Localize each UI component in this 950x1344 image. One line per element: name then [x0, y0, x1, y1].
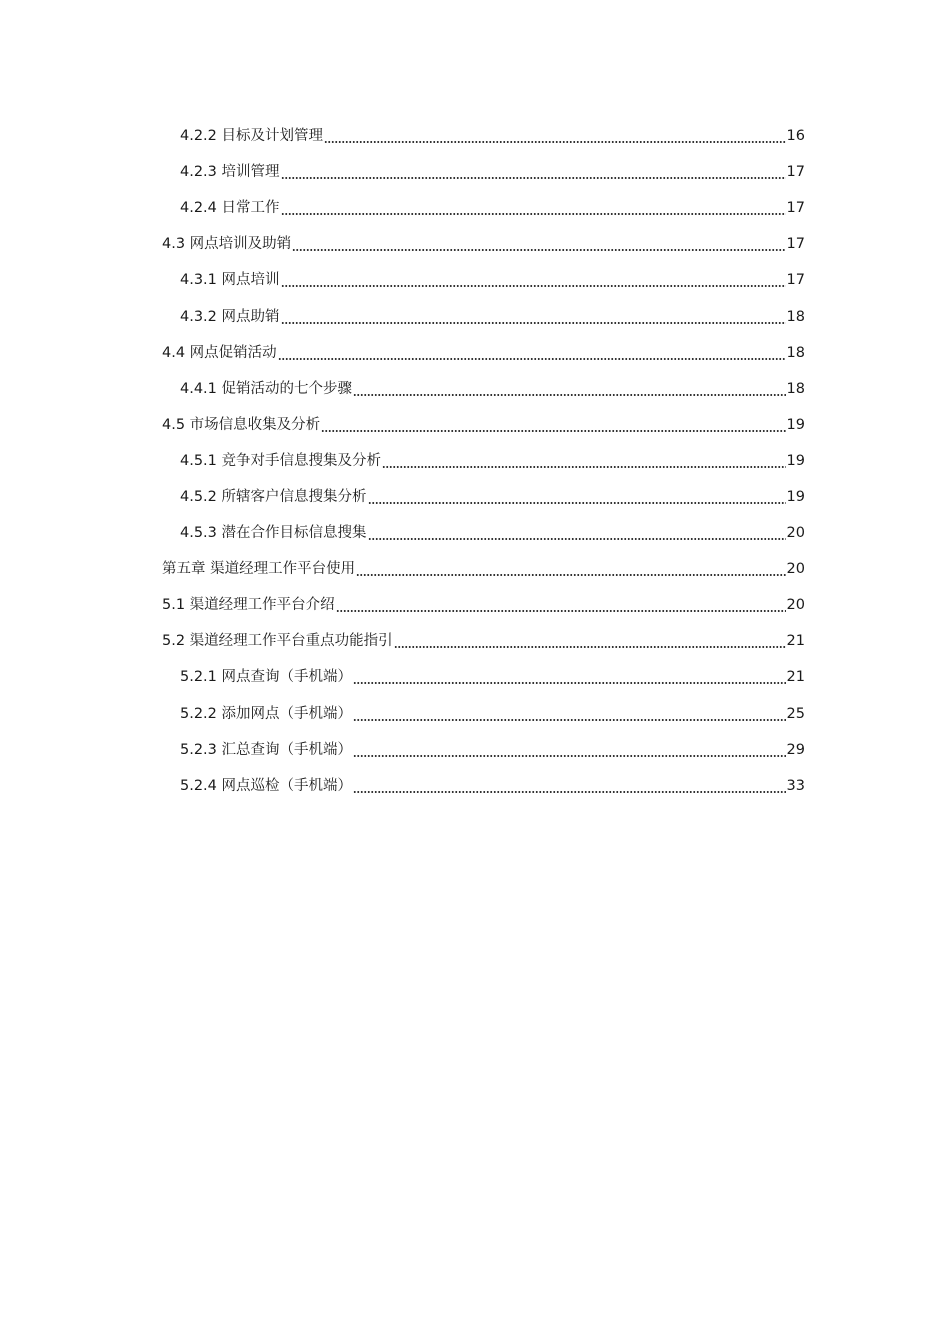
toc-page-number: 17 [786, 236, 805, 253]
toc-entry[interactable] [0, 190, 950, 226]
toc-page-number: 20 [786, 561, 805, 578]
toc-dot-leader [321, 430, 785, 432]
toc-dot-leader [281, 285, 786, 287]
toc-entry-title: 4.5 市场信息收集及分析 [162, 416, 321, 433]
toc-entry-title: 4.2.3 培训管理 [180, 164, 280, 181]
toc-entry-title: 4.4.1 促销活动的七个步骤 [180, 380, 353, 397]
toc-dot-leader [336, 610, 786, 612]
toc-dot-leader [324, 141, 786, 143]
toc-dot-leader [278, 358, 786, 360]
toc-entry-title: 4.3 网点培训及助销 [162, 236, 292, 253]
toc-entry[interactable] [0, 768, 950, 804]
toc-page-number: 19 [786, 488, 805, 505]
toc-page-number: 17 [786, 164, 805, 181]
toc-dot-leader [281, 213, 786, 215]
toc-page-number: 19 [786, 416, 805, 433]
toc-entry[interactable] [0, 407, 950, 443]
toc-entry-title: 4.4 网点促销活动 [162, 344, 277, 361]
toc-page-number: 16 [786, 128, 805, 145]
toc-page-number: 18 [786, 380, 805, 397]
toc-page-number: 25 [786, 705, 805, 722]
toc-dot-leader [353, 791, 786, 793]
toc-dot-leader [281, 177, 786, 179]
toc-entry[interactable] [0, 587, 950, 623]
toc-entry-title: 4.5.3 潜在合作目标信息搜集 [180, 525, 367, 542]
toc-page-number: 17 [786, 272, 805, 289]
toc-entry-title: 5.2.4 网点巡检（手机端） [180, 777, 353, 794]
toc-page-number: 17 [786, 200, 805, 217]
toc-entry[interactable] [0, 443, 950, 479]
toc-page-number: 21 [786, 669, 805, 686]
toc-dot-leader [356, 574, 785, 576]
toc-entry[interactable] [0, 371, 950, 407]
toc-entry-title: 第五章 渠道经理工作平台使用 [162, 561, 356, 578]
toc-entry[interactable] [0, 154, 950, 190]
toc-entry-title: 4.2.4 日常工作 [180, 200, 280, 217]
toc-entry-title: 5.2.2 添加网点（手机端） [180, 705, 353, 722]
toc-entry[interactable] [0, 479, 950, 515]
toc-page-number: 18 [786, 308, 805, 325]
toc-entry[interactable] [0, 118, 950, 154]
toc-dot-leader [292, 249, 785, 251]
toc-entry[interactable] [0, 551, 950, 587]
toc-entry-title: 5.2.1 网点查询（手机端） [180, 669, 353, 686]
toc-page-number: 21 [786, 633, 805, 650]
toc-dot-leader [353, 719, 786, 721]
toc-entry-title: 4.5.2 所辖客户信息搜集分析 [180, 488, 367, 505]
toc-dot-leader [394, 646, 786, 648]
table-of-contents [0, 118, 950, 804]
toc-entry[interactable] [0, 515, 950, 551]
toc-entry[interactable] [0, 732, 950, 768]
toc-entry-title: 4.3.1 网点培训 [180, 272, 280, 289]
toc-entry[interactable] [0, 696, 950, 732]
toc-entry-title: 5.2.3 汇总查询（手机端） [180, 741, 353, 758]
toc-entry-title: 4.3.2 网点助销 [180, 308, 280, 325]
toc-page-number: 20 [786, 597, 805, 614]
toc-entry[interactable] [0, 623, 950, 659]
toc-entry[interactable] [0, 335, 950, 371]
toc-entry-title: 5.2 渠道经理工作平台重点功能指引 [162, 633, 393, 650]
toc-entry[interactable] [0, 262, 950, 298]
toc-dot-leader [353, 755, 786, 757]
toc-dot-leader [368, 502, 786, 504]
toc-dot-leader [382, 466, 786, 468]
toc-entry[interactable] [0, 659, 950, 695]
toc-entry[interactable] [0, 226, 950, 262]
toc-dot-leader [368, 538, 786, 540]
toc-page-number: 29 [786, 741, 805, 758]
toc-page-number: 33 [786, 777, 805, 794]
toc-entry-title: 4.5.1 竞争对手信息搜集及分析 [180, 452, 382, 469]
toc-dot-leader [353, 682, 786, 684]
toc-page-number: 19 [786, 452, 805, 469]
toc-dot-leader [353, 394, 786, 396]
toc-page-number: 20 [786, 525, 805, 542]
toc-entry-title: 4.2.2 目标及计划管理 [180, 128, 324, 145]
toc-entry[interactable] [0, 298, 950, 334]
toc-page-number: 18 [786, 344, 805, 361]
toc-entry-title: 5.1 渠道经理工作平台介绍 [162, 597, 335, 614]
toc-dot-leader [281, 322, 786, 324]
